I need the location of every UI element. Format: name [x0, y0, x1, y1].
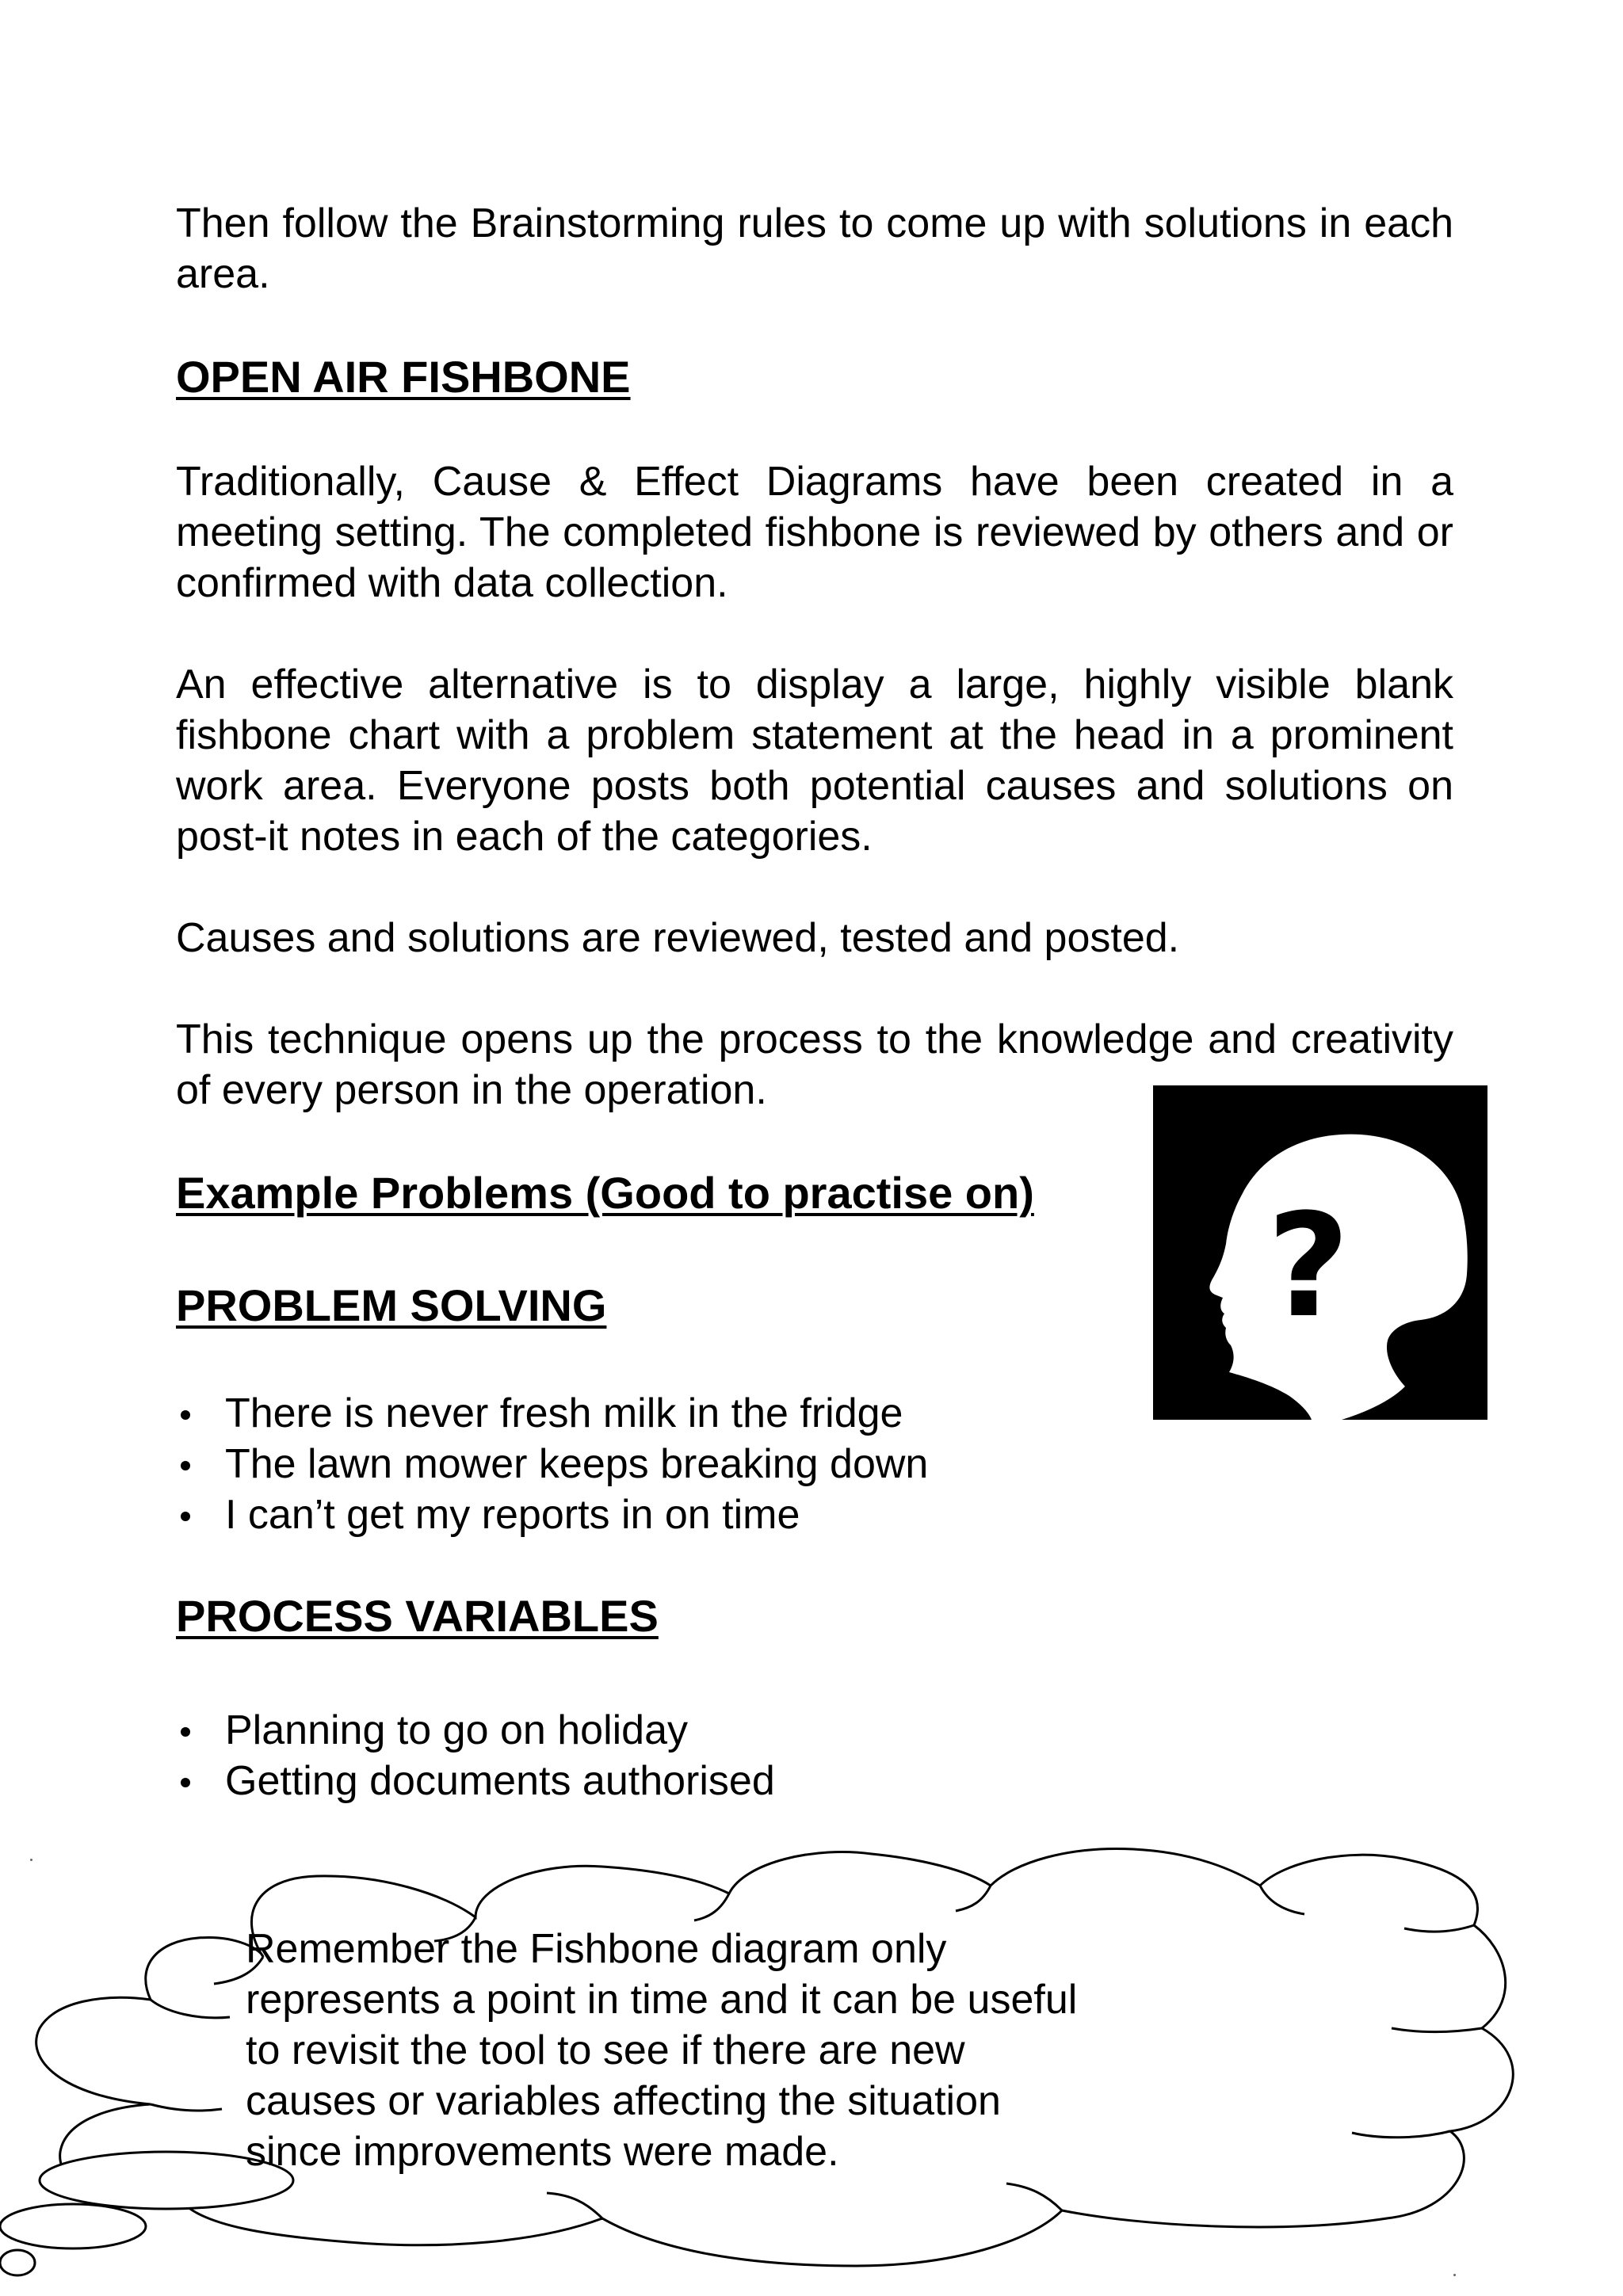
example-problems-heading: Example Problems (Good to practise on): [176, 1168, 1034, 1218]
cloud-line-1: Remember the Fishbone diagram only: [246, 1926, 947, 1972]
cloud-line-3: to revisit the tool to see if there are new: [246, 2027, 965, 2073]
list-item-text: Getting documents authorised: [225, 1758, 775, 1804]
bullet-icon: [181, 1461, 190, 1470]
head-question-mark-icon: [1153, 1085, 1487, 1420]
list-item: [176, 1388, 928, 1439]
problem-solving-list: [176, 1388, 928, 1540]
list-item: [176, 1756, 775, 1806]
bullet-icon: [181, 1778, 190, 1787]
open-air-fishbone-heading: OPEN AIR FISHBONE: [176, 352, 631, 402]
process-variables-heading: PROCESS VARIABLES: [176, 1591, 659, 1641]
bullet-icon: [181, 1727, 190, 1737]
scan-speck: [1453, 2274, 1456, 2276]
list-item: [176, 1439, 928, 1489]
list-item: [176, 1489, 928, 1540]
list-item-text: There is never fresh milk in the fridge: [225, 1390, 903, 1436]
scan-speck: [30, 1859, 32, 1861]
question-mark: ?: [1266, 1184, 1350, 1349]
cloud-line-4: causes or variables affecting the situation: [246, 2078, 1001, 2124]
thought-cloud-text: [246, 1924, 1197, 2177]
list-item-text: The lawn mower keeps breaking down: [225, 1441, 929, 1487]
problem-solving-heading: PROBLEM SOLVING: [176, 1280, 607, 1330]
open-air-paragraph-4: This technique opens up the process to the knowledge and creativity of every person in the operation.: [176, 1016, 1453, 1113]
list-item: [176, 1705, 775, 1756]
bullet-icon: [181, 1512, 190, 1521]
list-item-text: Planning to go on holiday: [225, 1707, 689, 1753]
open-air-paragraph-3: Causes and solutions are reviewed, tested and posted.: [176, 915, 1180, 961]
open-air-paragraph-1: Traditionally, Cause & Effect Diagrams have been created in a meeting setting. The completed fishbone is reviewed by others and or confirmed with data collection.: [176, 459, 1453, 606]
bullet-icon: [181, 1410, 190, 1420]
list-item-text: I can’t get my reports in on time: [225, 1492, 800, 1538]
cloud-line-5: since improvements were made.: [246, 2129, 839, 2175]
intro-paragraph: Then follow the Brainstorming rules to come up with solutions in each area.: [176, 200, 1453, 297]
cloud-line-2: represents a point in time and it can be useful: [246, 1977, 1078, 2023]
open-air-paragraph-2: An effective alternative is to display a large, highly visible blank fishbone chart with a problem statement at the head in a prominent work area. Everyone posts both potential causes and solutions on post-it notes in each of the categories.: [176, 662, 1453, 860]
process-variables-list: [176, 1705, 775, 1806]
